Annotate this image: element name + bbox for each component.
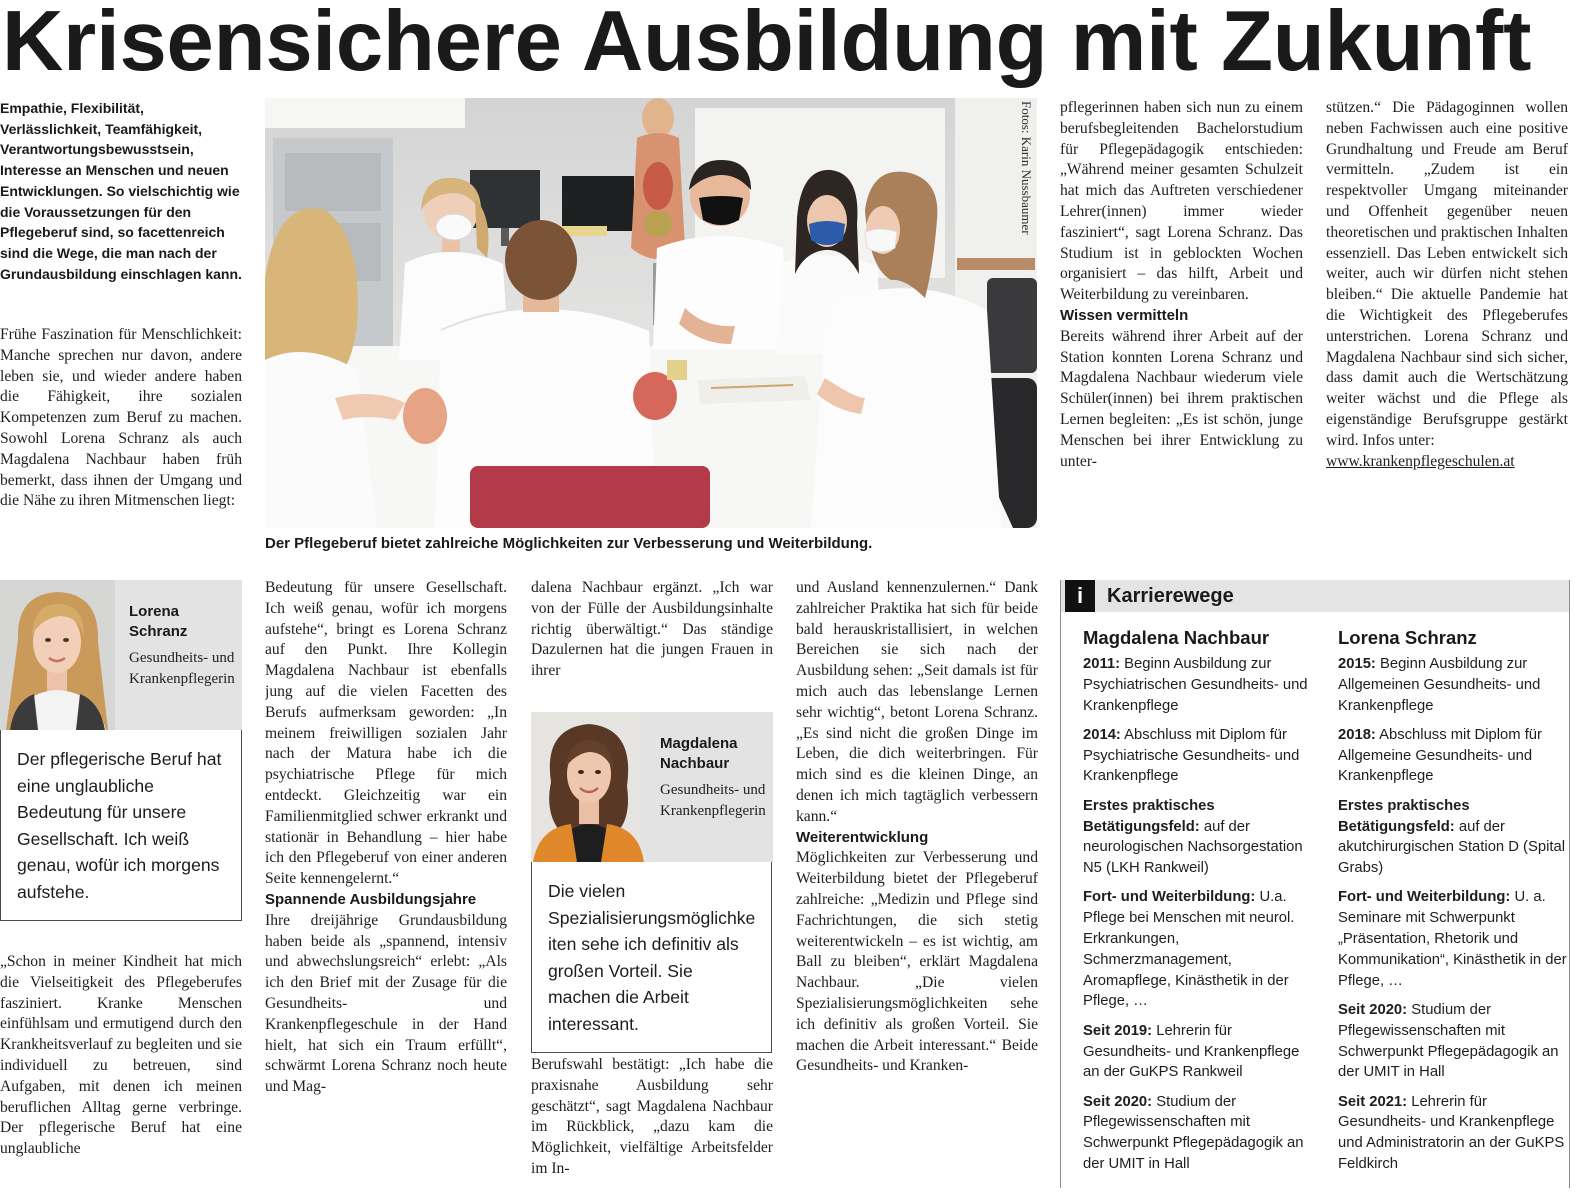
infobox-karrierewege — [1060, 580, 1570, 1188]
column-b — [265, 578, 507, 1188]
career-person-name: Magdalena Nachbaur — [1083, 627, 1270, 648]
profile-name: Lorena Schranz — [129, 603, 188, 640]
profile-lorena-schranz — [0, 580, 242, 730]
career-lorena-schranz — [1338, 624, 1570, 1183]
profile-info — [646, 712, 773, 862]
quote-text: Die vielen Spezialisierungsmöglichkeiten sehe ich definitiv als großen Vorteil. Sie machen die Arbeit interessant. — [548, 881, 756, 1034]
column-e — [1060, 98, 1303, 560]
column-f — [1326, 98, 1568, 560]
portrait-lorena-schranz — [0, 580, 115, 730]
career-entry: Seit 2021: Lehrerin für Gesundheits- und Krankenpflege und Administratorin an der GuKPS Feldkirch — [1338, 1093, 1565, 1173]
body-paragraph: Ihre dreijährige Grundausbildung haben beide als „spannend, intensiv und abwechslungsreich“ erlebt: „Als ich den Brief mit der Zusage für die Gesundheits- und Krankenpflegeschule in der Hand hielt, hat sich ein Traum erfüllt“, schwärmt Lorena Schranz noch heute und Mag- — [265, 911, 507, 1096]
column-c-top — [531, 578, 773, 706]
lead-box — [0, 98, 242, 320]
column-a-top — [0, 325, 242, 559]
career-entry: Erstes praktisches Betätigungsfeld: auf der neurologischen Nachsorgestation N5 (LKH Rankweil) — [1083, 797, 1303, 877]
body-paragraph: Frühe Faszination für Menschlichkeit: Manche sprechen nur davon, andere leben sie, und wieder andere haben die Fähigkeit, ihre sozialen Kompetenzen zum Beruf zu machen. Sowohl Lorena Schranz als auch Magdalena Nachbaur haben früh bemerkt, dass ihnen der Umgang und die Nähe zu ihren Mitmenschen liegt: — [0, 326, 242, 510]
career-entry: Seit 2020: Studium der Pflegewissenschaften mit Schwerpunkt Pflegepädagogik an der UMIT in Hall — [1083, 1093, 1304, 1173]
subheading-spannende-ausbildungsjahre: Spannende Ausbildungsjahre — [265, 890, 477, 908]
portrait-magdalena-nachbaur-photo — [531, 712, 646, 862]
career-entry: Seit 2019: Lehrerin für Gesundheits- und Krankenpflege an der GuKPS Rankweil — [1083, 1022, 1300, 1081]
profile-role: Gesundheits- und Krankenpflegerin — [660, 782, 766, 819]
infobox-header — [1061, 580, 1569, 612]
career-entry: 2011: Beginn Ausbildung zur Psychiatrischen Gesundheits- und Krankenpflege — [1083, 656, 1308, 714]
red-chair — [470, 466, 710, 528]
infobox-title: Karrierewege — [1107, 584, 1234, 607]
column-c-bottom — [531, 1055, 773, 1188]
body-paragraph: pflegerinnen haben sich nun zu einem berufsbegleitenden Bachelorstudium für Pflegepädagogik entschieden: „Während meiner gesamten Schulzeit hat mich das Auftreten verschiedener Lehrer(innen) immer wieder fasziniert“, sagt Lorena Schranz. Das Studium ist in geblockten Wochen organisiert – das hilft, Arbeit und Weiterbildung zu vereinbaren. — [1060, 99, 1303, 304]
pull-quote-lorena — [0, 730, 242, 921]
profile-info — [115, 580, 242, 730]
body-paragraph: „Schon in meiner Kindheit hat mich die Vielseitigkeit des Pflegeberufes fasziniert. Kranke Menschen einfühlsam und ermutigend durch den Krankheitsverlauf zu begleiten und sie individuell zu betreuen, sind Aufgaben, mit denen ich meinen beruflichen Alltag gerne verbringe. Der pflegerische Beruf hat eine unglaubliche — [0, 953, 242, 1158]
info-icon: i — [1065, 580, 1095, 612]
column-a-bottom — [0, 952, 242, 1188]
main-photo — [265, 98, 1037, 528]
career-magdalena-nachbaur — [1083, 624, 1315, 1183]
career-entry: Seit 2020: Studium der Pflegewissenschaften mit Schwerpunkt Pflegepädagogik an der UMIT in Hall — [1338, 1001, 1559, 1081]
career-entry: 2018: Abschluss mit Diplom für Allgemeine Gesundheits- und Krankenpflege — [1338, 726, 1542, 785]
column-d — [796, 578, 1038, 1188]
profile-name: Magdalena Nachbaur — [660, 735, 738, 772]
quote-text: Der pflegerische Beruf hat eine unglaubliche Bedeutung für unsere Gesellschaft. Ich weiß genau, wofür ich morgens aufstehe. — [17, 749, 222, 902]
subheading-wissen-vermitteln: Wissen vermitteln — [1060, 306, 1189, 324]
career-entry: 2014: Abschluss mit Diplom für Psychiatrische Gesundheits- und Krankenpflege — [1083, 726, 1300, 785]
body-paragraph: Berufswahl bestätigt: „Ich habe die praxisnahe Ausbildung sehr geschätzt“, sagt Magdalena Nachbaur im Rückblick, „dazu kam die Möglichkeit, vielfältige Arbeitsfelder im In- — [531, 1056, 773, 1177]
body-paragraph: Bereits während ihrer Arbeit auf der Station konnten Lorena Schranz und Magdalena Nachbaur wiederum viele Schüler(innen) bei ihrem praktischen Lernen begleiten: „Es ist schön, junge Menschen bei ihrer Entwicklung zu unter- — [1060, 327, 1303, 470]
career-entry: 2015: Beginn Ausbildung zur Allgemeinen Gesundheits- und Krankenpflege — [1338, 656, 1541, 714]
pull-quote-magdalena — [531, 862, 772, 1053]
career-entry: Fort- und Weiterbildung: U.a. Pflege bei Menschen mit neurol. Erkrankungen, Schmerzmanagement, Aromapflege, Kinästhetik in der Pflege, … — [1083, 889, 1295, 1010]
portrait-lorena-schranz-photo — [0, 580, 115, 730]
career-entry: Erstes praktisches Betätigungsfeld: auf der akutchirurgischen Station D (Spital Grabs) — [1338, 797, 1565, 877]
profile-magdalena-nachbaur — [531, 712, 773, 862]
body-paragraph: stützen.“ Die Pädagoginnen wollen neben Fachwissen auch eine positive Grundhaltung und Freude am Beruf vermitteln. „Zudem ist ein respektvoller Umgang miteinander und Offenheit gegenüber neuen theoretischen und praktischen Inhalten essenziell. Das Leben entwickelt sich weiter, auch wir dürfen nicht stehen bleiben.“ Die aktuelle Pandemie hat die Wichtigkeit des Pflegeberufes unterstrichen. Lorena Schranz und Magdalena Nachbaur sind sich sicher, dass damit auch die Wertschätzung weiter wächst und die Pflege als eigenständige Berufsgruppe gestärkt wird. Infos unter: — [1326, 99, 1568, 449]
website-link[interactable]: www.krankenpflegeschulen.at — [1326, 452, 1515, 470]
portrait-magdalena-nachbaur — [531, 712, 646, 862]
photo-credit: Fotos: Karin Nussbaumer — [1019, 101, 1034, 235]
profile-role: Gesundheits- und Krankenpflegerin — [129, 650, 235, 687]
body-paragraph: Bedeutung für unsere Gesellschaft. Ich weiß genau, wofür ich morgens aufstehe“, bringt es Lorena Schranz auf den Punkt. Ihre Kollegin Magdalena Nachbaur ist ebenfalls jung auf die vielen Facetten des Berufs aufmerksam geworden: „In meinem freiwilligen sozialen Jahr nach der Matura habe ich die psychiatrische Pflege für mich entdeckt. Gleichzeitig war ein Familienmitglied schwer erkrankt und stationär in Behandlung – hier habe ich den Pflegeberuf von einer anderen Seite kennengelernt.“ — [265, 579, 507, 888]
classroom-photo — [265, 98, 1037, 528]
photo-caption: Der Pflegeberuf bietet zahlreiche Möglichkeiten zur Verbesserung und Weiterbildung. — [265, 535, 873, 552]
subheading-weiterentwicklung: Weiterentwicklung — [796, 828, 929, 846]
body-paragraph: dalena Nachbaur ergänzt. „Ich war von der Fülle der Ausbildungsinhalte richtig überwältigt.“ Das ständige Dazulernen hat die jungen Frauen in ihrer — [531, 579, 773, 680]
headline: Krisensichere Ausbildung mit Zukunft — [2, 0, 1532, 88]
body-paragraph: Möglichkeiten zur Verbesserung und Weiterbildung bietet der Pflegeberuf zahlreiche: „Medizin und Pflege sind Fachrichtungen, die sich stetig weiterentwickeln – es ist wichtig, am Ball zu bleiben“, erklärt Magdalena Nachbaur. „Die vielen Spezialisierungsmöglichkeiten sehe ich definitiv als großen Vorteil. Sie machen die Arbeit interessant.“ Beide Gesundheits- und Kranken- — [796, 849, 1038, 1075]
lead-paragraph: Empathie, Flexibilität, Verlässlichkeit, Teamfähigkeit, Verantwortungsbewusstsein, Interesse an Menschen und neuen Entwicklungen. So vielschichtig wie die Voraussetzungen für den Pflegeberuf sind, so facettenreich sind die Wege, die man nach der Grundausbildung einschlagen kann. — [0, 100, 242, 282]
body-paragraph: und Ausland kennenzulernen.“ Dank zahlreicher Praktika hat sich für beide bald herauskristallisiert, in welchen Bereichen sie sich nach der Ausbildung sehen: „Seit damals ist für mich auch das lebenslange Lernen sehr wichtig“, betont Lorena Schranz. „Es sind nicht die großen Dinge im Leben, die dich weiterbringen. Für mich sind es die kleinen Dinge, an denen ich mich tagtäglich verbessern kann.“ — [796, 579, 1038, 825]
career-person-name: Lorena Schranz — [1338, 627, 1477, 648]
career-entry: Fort- und Weiterbildung: U. a. Seminare mit Schwerpunkt „Präsentation, Rhetorik und Kommunikation“, Kinästhetik in der Pflege, … — [1338, 889, 1567, 989]
